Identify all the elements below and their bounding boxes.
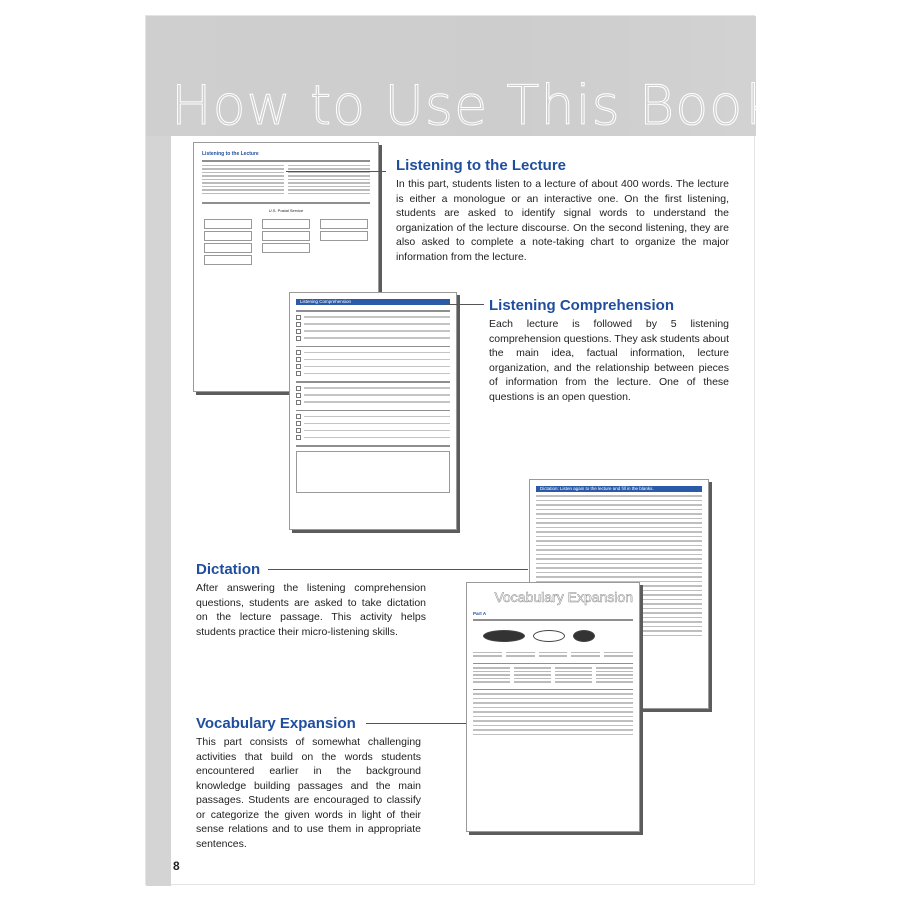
page-number: 8 bbox=[173, 859, 180, 873]
lecture-heading: Listening to the Lecture bbox=[396, 157, 567, 174]
diagram-oval-2 bbox=[533, 630, 565, 642]
comprehension-connector bbox=[446, 304, 484, 305]
comprehension-thumbnail bbox=[289, 292, 457, 530]
lecture-body: In this part, students listen to a lecture of about 400 words. The lecture is either a monologue or an interactive one. On the first listening, students are asked to identify signal words to understand the organization of the lecture discourse. On the second listening, they are also asked to complete a note-taking chart to organize the major information from the lecture. bbox=[396, 178, 729, 263]
comprehension-body: Each lecture is followed by 5 listening comprehension questions. They ask students about the main idea, factual information, lecture organization, and the relationship between pieces of information from the lecture. One of these questions is an open question. bbox=[489, 318, 729, 403]
comprehension-heading: Listening Comprehension bbox=[489, 297, 675, 314]
vocabulary-part-label: Part A bbox=[473, 611, 487, 616]
vocabulary-thumbnail-heading: Vocabulary Expansion bbox=[494, 589, 633, 605]
diagram-oval-3 bbox=[573, 630, 595, 642]
dictation-connector bbox=[268, 569, 528, 570]
dictation-heading: Dictation bbox=[196, 561, 261, 578]
lecture-connector bbox=[286, 171, 386, 172]
lecture-chart-title: U.S. Postal Service bbox=[268, 207, 304, 213]
vocabulary-body: This part consists of somewhat challenging activities that build on the words students encountered earlier in the background knowledge building passages and the main passages. Students are encouraged to classify or categorize the given words in light of their sense relations and to use them in appropriate sentences. bbox=[196, 736, 421, 850]
vocabulary-heading: Vocabulary Expansion bbox=[196, 715, 356, 732]
page-title: How to Use This Book bbox=[171, 74, 776, 137]
vocabulary-connector bbox=[366, 723, 466, 724]
book-page bbox=[145, 15, 776, 885]
dictation-thumbnail-heading: Dictation: Listen again to the lecture and fill in the blanks. bbox=[536, 486, 702, 492]
lecture-thumbnail-heading: Listening to the Lecture bbox=[202, 151, 259, 157]
vocabulary-thumbnail bbox=[466, 582, 640, 832]
comprehension-thumbnail-heading: Listening Comprehension bbox=[296, 299, 450, 305]
dictation-body: After answering the listening comprehension questions, students are asked to take dictation on the lecture passage. This activity helps students practice their micro-listening skills. bbox=[196, 582, 426, 638]
left-gray-panel bbox=[146, 136, 171, 886]
diagram-oval-1 bbox=[483, 630, 525, 642]
